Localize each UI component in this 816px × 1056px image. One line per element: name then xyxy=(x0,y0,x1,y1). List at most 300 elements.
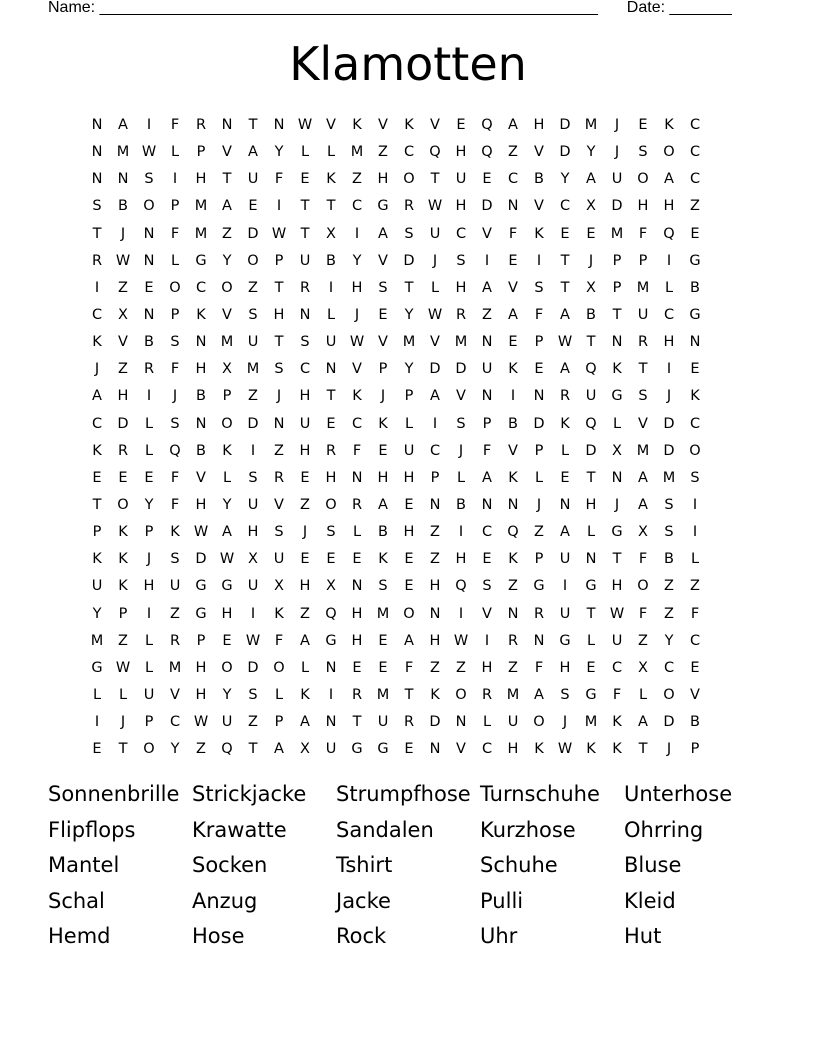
grid-letter: W xyxy=(193,714,209,731)
grid-letter: N xyxy=(429,496,441,513)
grid-letter: P xyxy=(92,524,102,541)
grid-letter: H xyxy=(455,279,467,296)
grid-letter: T xyxy=(352,714,362,731)
grid-letter: D xyxy=(611,198,623,215)
grid-letter: W xyxy=(427,306,443,323)
grid-letter: G xyxy=(195,605,207,622)
grid-letter: G xyxy=(611,524,623,541)
grid-letter: R xyxy=(351,686,363,703)
grid-letter: S xyxy=(664,496,674,513)
grid-letter: T xyxy=(274,279,284,296)
word-list-item: Anzug xyxy=(192,888,258,913)
grid-letter: P xyxy=(482,415,492,432)
grid-letter: S xyxy=(690,469,700,486)
grid-letter: V xyxy=(482,605,492,622)
grid-letter: F xyxy=(274,632,284,649)
grid-letter: U xyxy=(559,551,571,568)
grid-letter: M xyxy=(454,334,468,351)
grid-letter: V xyxy=(222,306,232,323)
grid-letter: F xyxy=(170,361,180,378)
grid-row xyxy=(84,248,734,275)
grid-letter: X xyxy=(248,551,258,568)
grid-letter: Z xyxy=(508,578,518,595)
grid-letter: M xyxy=(402,334,416,351)
grid-letter: G xyxy=(195,578,207,595)
grid-row xyxy=(84,492,734,519)
grid-letter: C xyxy=(663,306,675,323)
grid-letter: P xyxy=(534,334,544,351)
grid-letter: A xyxy=(560,361,570,378)
grid-letter: H xyxy=(351,279,363,296)
grid-letter: I xyxy=(562,578,568,595)
grid-letter: L xyxy=(456,469,466,486)
grid-letter: H xyxy=(377,171,389,188)
grid-letter: U xyxy=(455,171,467,188)
grid-letter: X xyxy=(612,442,622,459)
name-blank: ________________________________________________________ xyxy=(99,0,598,16)
grid-letter: K xyxy=(404,117,414,133)
grid-letter: Z xyxy=(508,144,518,161)
grid-letter: N xyxy=(689,334,701,351)
grid-letter: W xyxy=(115,252,131,269)
grid-letter: O xyxy=(663,144,675,161)
grid-letter: Z xyxy=(664,605,674,622)
grid-letter: B xyxy=(144,334,154,351)
grid-letter: K xyxy=(118,578,128,595)
grid-letter: E xyxy=(118,469,128,486)
word-list-item: Sonnenbrille xyxy=(48,782,180,806)
letter-grid xyxy=(84,112,734,763)
grid-letter: E xyxy=(508,334,518,351)
grid-letter: H xyxy=(299,388,311,405)
grid-letter: Y xyxy=(222,252,232,269)
grid-letter: T xyxy=(586,605,596,622)
grid-letter: Y xyxy=(560,171,570,188)
grid-letter: V xyxy=(534,198,544,215)
grid-letter: H xyxy=(195,686,207,703)
grid-letter: O xyxy=(533,714,545,731)
word-list-item: Kleid xyxy=(624,888,676,913)
grid-letter: X xyxy=(274,578,284,595)
grid-letter: V xyxy=(378,117,388,133)
grid-letter: T xyxy=(430,171,440,188)
grid-row xyxy=(84,655,734,682)
grid-letter: N xyxy=(91,117,103,133)
grid-letter: N xyxy=(351,578,363,595)
grid-letter: J xyxy=(614,117,620,133)
grid-letter: H xyxy=(325,469,337,486)
grid-letter: Z xyxy=(508,659,518,676)
grid-letter: W xyxy=(557,741,573,758)
grid-letter: Z xyxy=(274,442,284,459)
grid-letter: J xyxy=(380,388,386,405)
grid-letter: A xyxy=(274,741,284,758)
grid-letter: V xyxy=(274,496,284,513)
grid-letter: C xyxy=(351,415,363,432)
grid-letter: H xyxy=(299,578,311,595)
grid-letter: U xyxy=(403,442,415,459)
word-list-item: Hut xyxy=(624,924,662,949)
grid-letter: A xyxy=(586,171,596,188)
grid-letter: D xyxy=(247,659,259,676)
grid-letter: P xyxy=(534,442,544,459)
grid-letter: W xyxy=(297,117,313,133)
grid-letter: L xyxy=(560,442,570,459)
grid-letter: C xyxy=(689,117,701,133)
grid-letter: O xyxy=(663,686,675,703)
grid-letter: N xyxy=(273,415,285,432)
grid-letter: Q xyxy=(429,144,441,161)
grid-letter: P xyxy=(196,144,206,161)
grid-letter: P xyxy=(144,524,154,541)
grid-row xyxy=(84,573,734,600)
grid-letter: A xyxy=(222,198,232,215)
grid-letter: I xyxy=(146,388,152,405)
grid-letter: I xyxy=(458,524,464,541)
grid-letter: V xyxy=(508,279,518,296)
grid-letter: E xyxy=(690,659,700,676)
grid-letter: Z xyxy=(638,632,648,649)
grid-letter: I xyxy=(328,686,334,703)
grid-letter: Z xyxy=(118,632,128,649)
grid-letter: H xyxy=(429,632,441,649)
grid-letter: S xyxy=(170,551,180,568)
grid-letter: Q xyxy=(325,605,337,622)
grid-letter: Y xyxy=(92,605,102,622)
grid-letter: I xyxy=(458,605,464,622)
grid-letter: R xyxy=(403,714,415,731)
grid-letter: K xyxy=(118,551,128,568)
grid-letter: T xyxy=(612,551,622,568)
grid-letter: Y xyxy=(144,496,154,513)
grid-letter: Q xyxy=(481,117,493,133)
grid-letter: V xyxy=(482,225,492,242)
grid-letter: L xyxy=(404,415,414,432)
grid-letter: K xyxy=(92,551,102,568)
grid-letter: C xyxy=(689,171,701,188)
grid-letter: H xyxy=(143,578,155,595)
grid-letter: O xyxy=(221,279,233,296)
grid-letter: H xyxy=(481,659,493,676)
grid-letter: L xyxy=(92,686,102,703)
grid-letter: E xyxy=(248,198,258,215)
grid-letter: C xyxy=(689,415,701,432)
grid-letter: C xyxy=(351,198,363,215)
grid-letter: F xyxy=(352,442,362,459)
grid-letter: I xyxy=(510,388,516,405)
grid-letter: U xyxy=(143,686,155,703)
grid-letter: R xyxy=(325,442,337,459)
grid-letter: O xyxy=(169,279,181,296)
grid-letter: X xyxy=(586,279,596,296)
grid-letter: N xyxy=(195,415,207,432)
word-list xyxy=(48,777,768,955)
grid-letter: V xyxy=(196,469,206,486)
grid-letter: K xyxy=(690,388,700,405)
grid-letter: U xyxy=(559,605,571,622)
grid-row xyxy=(84,736,734,763)
grid-letter: V xyxy=(690,686,700,703)
grid-letter: Z xyxy=(378,144,388,161)
grid-row xyxy=(84,139,734,166)
grid-letter: L xyxy=(222,469,232,486)
grid-letter: U xyxy=(611,632,623,649)
grid-letter: T xyxy=(612,306,622,323)
grid-letter: V xyxy=(170,686,180,703)
grid-letter: K xyxy=(326,171,336,188)
word-list-item: Pulli xyxy=(480,888,524,913)
word-list-item: Schal xyxy=(48,888,105,913)
grid-letter: A xyxy=(92,388,102,405)
grid-letter: E xyxy=(300,171,310,188)
word-list-item: Kurzhose xyxy=(480,817,576,842)
grid-letter: P xyxy=(144,714,154,731)
grid-letter: A xyxy=(300,632,310,649)
grid-letter: F xyxy=(170,117,180,133)
grid-letter: B xyxy=(118,198,128,215)
grid-letter: N xyxy=(299,306,311,323)
grid-letter: I xyxy=(250,605,256,622)
word-list-item: Jacke xyxy=(336,888,391,913)
grid-letter: N xyxy=(455,714,467,731)
grid-letter: A xyxy=(638,714,648,731)
grid-letter: E xyxy=(352,659,362,676)
grid-letter: H xyxy=(377,469,389,486)
page-title: Klamotten xyxy=(289,37,527,91)
grid-letter: X xyxy=(300,741,310,758)
grid-letter: T xyxy=(560,252,570,269)
grid-letter: N xyxy=(351,469,363,486)
grid-letter: U xyxy=(247,496,259,513)
grid-letter: P xyxy=(274,252,284,269)
grid-letter: D xyxy=(481,198,493,215)
grid-letter: U xyxy=(325,334,337,351)
grid-letter: L xyxy=(690,551,700,568)
grid-letter: H xyxy=(273,306,285,323)
grid-letter: P xyxy=(612,252,622,269)
grid-letter: A xyxy=(300,714,310,731)
grid-letter: B xyxy=(690,714,700,731)
grid-letter: N xyxy=(221,117,233,133)
grid-letter: Z xyxy=(352,171,362,188)
grid-letter: J xyxy=(354,306,360,323)
grid-row xyxy=(84,356,734,383)
grid-letter: A xyxy=(378,225,388,242)
grid-letter: F xyxy=(170,496,180,513)
grid-letter: N xyxy=(559,496,571,513)
grid-row xyxy=(84,411,734,438)
grid-letter: D xyxy=(559,117,571,133)
grid-letter: S xyxy=(378,578,388,595)
grid-letter: A xyxy=(560,306,570,323)
grid-letter: E xyxy=(144,279,154,296)
grid-letter: Z xyxy=(690,578,700,595)
grid-letter: L xyxy=(300,659,310,676)
grid-letter: K xyxy=(508,469,518,486)
grid-letter: I xyxy=(276,198,282,215)
word-list-item: Mantel xyxy=(48,853,120,878)
grid-letter: E xyxy=(92,741,102,758)
grid-letter: M xyxy=(506,686,520,703)
grid-letter: O xyxy=(221,659,233,676)
grid-letter: Q xyxy=(221,741,233,758)
grid-letter: S xyxy=(482,578,492,595)
grid-letter: H xyxy=(195,496,207,513)
grid-letter: L xyxy=(118,686,128,703)
grid-letter: K xyxy=(170,524,180,541)
grid-letter: W xyxy=(557,334,573,351)
grid-letter: A xyxy=(638,496,648,513)
grid-letter: J xyxy=(146,551,152,568)
grid-letter: D xyxy=(585,442,597,459)
grid-letter: B xyxy=(378,524,388,541)
grid-letter: P xyxy=(170,306,180,323)
grid-letter: A xyxy=(508,117,518,133)
grid-letter: H xyxy=(455,198,467,215)
name-label: Name: xyxy=(48,0,96,16)
grid-letter: P xyxy=(378,361,388,378)
grid-letter: H xyxy=(533,117,545,133)
grid-letter: Z xyxy=(118,279,128,296)
grid-letter: H xyxy=(663,198,675,215)
grid-letter: U xyxy=(507,714,519,731)
grid-letter: K xyxy=(196,306,206,323)
grid-letter: O xyxy=(637,171,649,188)
grid-letter: A xyxy=(378,496,388,513)
grid-letter: N xyxy=(143,252,155,269)
grid-letter: N xyxy=(507,496,519,513)
grid-letter: N xyxy=(585,551,597,568)
grid-letter: B xyxy=(456,496,466,513)
grid-letter: L xyxy=(638,686,648,703)
grid-letter: G xyxy=(377,198,389,215)
grid-letter: Q xyxy=(455,578,467,595)
grid-letter: W xyxy=(219,551,235,568)
grid-letter: U xyxy=(221,714,233,731)
grid-letter: K xyxy=(612,741,622,758)
grid-letter: E xyxy=(404,741,414,758)
grid-row xyxy=(84,546,734,573)
grid-letter: T xyxy=(92,496,102,513)
grid-letter: G xyxy=(689,306,701,323)
grid-letter: A xyxy=(560,524,570,541)
grid-letter: V xyxy=(508,442,518,459)
grid-letter: R xyxy=(117,442,129,459)
grid-letter: M xyxy=(584,714,598,731)
grid-letter: E xyxy=(378,632,388,649)
grid-letter: G xyxy=(377,741,389,758)
grid-letter: O xyxy=(221,415,233,432)
grid-letter: Y xyxy=(170,741,180,758)
grid-letter: M xyxy=(194,225,208,242)
grid-letter: D xyxy=(663,714,675,731)
grid-letter: K xyxy=(612,361,622,378)
grid-letter: Q xyxy=(585,415,597,432)
grid-letter: T xyxy=(638,741,648,758)
grid-row xyxy=(84,221,734,248)
grid-letter: C xyxy=(481,741,493,758)
grid-letter: T xyxy=(92,225,102,242)
grid-letter: K xyxy=(534,741,544,758)
grid-letter: T xyxy=(300,198,310,215)
grid-letter: L xyxy=(144,632,154,649)
grid-letter: K xyxy=(508,551,518,568)
grid-letter: J xyxy=(614,144,620,161)
grid-letter: K xyxy=(300,686,310,703)
grid-letter: L xyxy=(170,144,180,161)
grid-letter: H xyxy=(455,144,467,161)
grid-letter: P xyxy=(404,388,414,405)
grid-letter: I xyxy=(354,225,360,242)
word-list-item: Unterhose xyxy=(624,782,733,806)
word-list-item: Sandalen xyxy=(336,817,434,842)
word-list-item: Bluse xyxy=(624,853,682,878)
grid-letter: D xyxy=(117,415,129,432)
grid-letter: L xyxy=(170,252,180,269)
grid-letter: N xyxy=(91,144,103,161)
grid-letter: V xyxy=(430,117,440,133)
grid-letter: S xyxy=(456,252,466,269)
grid-letter: X xyxy=(222,361,232,378)
grid-letter: N xyxy=(481,334,493,351)
grid-letter: E xyxy=(482,551,492,568)
grid-letter: H xyxy=(507,741,519,758)
grid-letter: R xyxy=(533,605,545,622)
grid-letter: H xyxy=(247,524,259,541)
date-label: Date: xyxy=(626,0,666,16)
grid-letter: G xyxy=(195,252,207,269)
grid-letter: F xyxy=(638,605,648,622)
grid-letter: U xyxy=(637,306,649,323)
grid-letter: K xyxy=(586,741,596,758)
grid-letter: E xyxy=(560,469,570,486)
grid-letter: Q xyxy=(481,144,493,161)
grid-letter: A xyxy=(248,144,258,161)
grid-row xyxy=(84,465,734,492)
grid-letter: Z xyxy=(456,659,466,676)
grid-letter: J xyxy=(302,524,308,541)
grid-letter: T xyxy=(560,279,570,296)
grid-letter: N xyxy=(325,714,337,731)
grid-letter: H xyxy=(559,659,571,676)
grid-letter: O xyxy=(689,442,701,459)
grid-letter: E xyxy=(690,225,700,242)
grid-row xyxy=(84,682,734,709)
grid-letter: S xyxy=(274,524,284,541)
grid-letter: N xyxy=(507,198,519,215)
grid-letter: S xyxy=(248,306,258,323)
word-list-item: Turnschuhe xyxy=(480,782,600,806)
grid-letter: I xyxy=(536,252,542,269)
grid-letter: L xyxy=(586,632,596,649)
grid-letter: V xyxy=(456,741,466,758)
grid-letter: P xyxy=(222,388,232,405)
grid-letter: N xyxy=(481,496,493,513)
grid-letter: K xyxy=(534,225,544,242)
word-list-item: Flipflops xyxy=(48,817,136,842)
grid-letter: U xyxy=(585,388,597,405)
word-list-item: Strickjacke xyxy=(192,782,307,806)
grid-letter: Z xyxy=(430,659,440,676)
grid-letter: E xyxy=(378,659,388,676)
grid-letter: T xyxy=(586,334,596,351)
grid-letter: M xyxy=(246,361,260,378)
word-list-item: Krawatte xyxy=(192,817,287,842)
grid-letter: O xyxy=(143,741,155,758)
grid-letter: E xyxy=(300,469,310,486)
grid-letter: K xyxy=(222,442,232,459)
grid-letter: X xyxy=(586,198,596,215)
